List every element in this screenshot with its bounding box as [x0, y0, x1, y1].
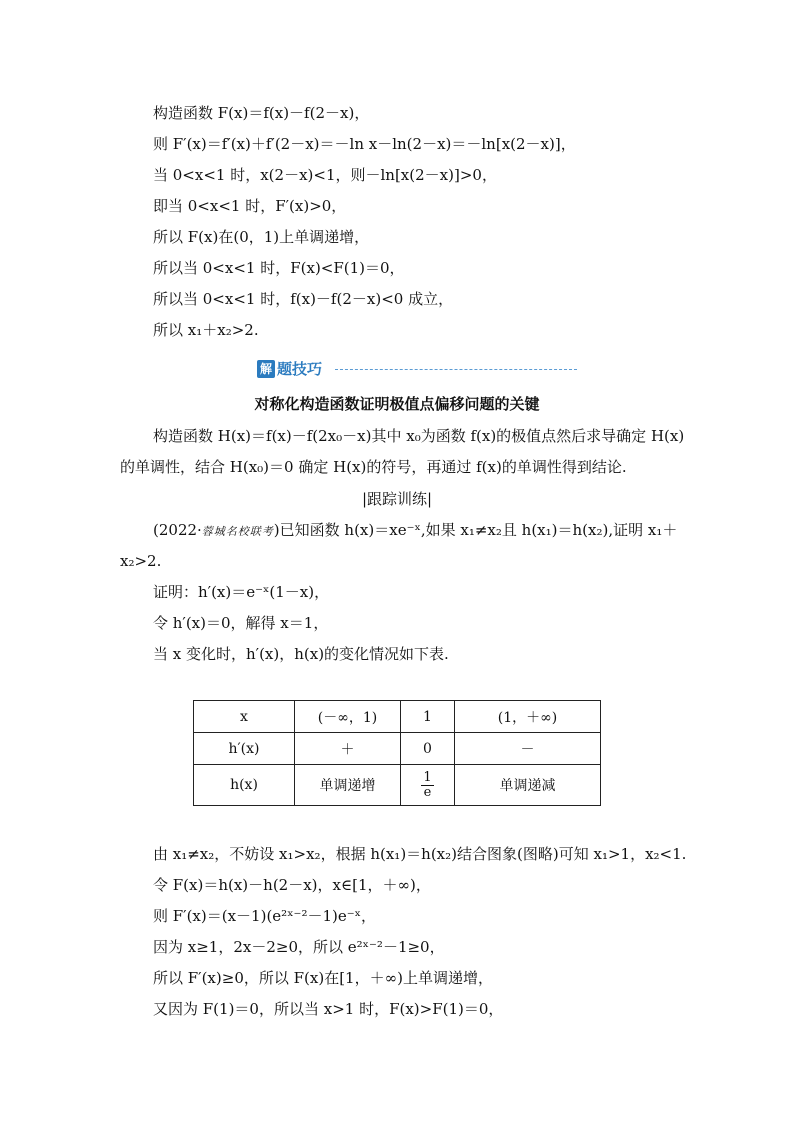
proof-line-1: 构造函数 F(x)＝f(x)－f(2－x)， [153, 104, 370, 122]
tip-badge-icon: 解 [257, 360, 275, 378]
problem-text: )已知函数 h(x)＝xe⁻ˣ,如果 x₁≠x₂且 h(x₁)＝h(x₂),证明 x₁＋ [273, 521, 678, 539]
table-cell: ＋ [295, 733, 401, 765]
conclusion-line-4: 因为 x≥1，2x－2≥0，所以 e²ˣ⁻²－1≥0， [153, 938, 445, 956]
proof-line-4: 即当 0<x<1 时，F′(x)>0， [153, 197, 347, 215]
conclusion-line-2: 令 F(x)＝h(x)－h(2－x)，x∈[1，＋∞)， [153, 876, 431, 894]
problem-line-2: x₂>2. [120, 552, 162, 570]
proof-line-7: 所以当 0<x<1 时，f(x)－f(2－x)<0 成立， [153, 290, 454, 308]
table-cell: x [194, 701, 295, 733]
conclusion-line-3: 则 F′(x)＝(x－1)(e²ˣ⁻²－1)e⁻ˣ， [153, 907, 377, 925]
table-cell: 0 [401, 733, 455, 765]
table-cell: (1，＋∞) [455, 701, 601, 733]
tip-body-line-1: 构造函数 H(x)＝f(x)－f(2x₀－x)其中 x₀为函数 f(x)的极值点然后求导确定 H(x) [153, 427, 685, 445]
table-cell: 单调递减 [455, 765, 601, 806]
proof-line-5: 所以 F(x)在(0，1)上单调递增， [153, 228, 370, 246]
table-cell: 1 [401, 701, 455, 733]
fraction-numerator: 1 [423, 769, 432, 785]
proof-line-6: 所以当 0<x<1 时，F(x)<F(1)＝0， [153, 259, 405, 277]
fraction-denominator: e [423, 784, 432, 800]
tip-label: 题技巧 [277, 360, 323, 378]
conclusion-line-5: 所以 F′(x)≥0，所以 F(x)在[1，＋∞)上单调递增， [153, 969, 493, 987]
problem-source: 蓉城名校联考 [201, 525, 274, 538]
proof-line-3: 当 0<x<1 时，x(2－x)<1，则－ln[x(2－x)]>0， [153, 166, 497, 184]
table-row [194, 701, 601, 733]
tip-banner [257, 358, 577, 380]
table-cell: h(x) [194, 765, 295, 806]
table-cell: － [455, 733, 601, 765]
table-row [194, 765, 601, 806]
training-heading: |跟踪训练| [361, 490, 433, 508]
step-line-2: 令 h′(x)＝0，解得 x＝1， [153, 614, 329, 632]
table-row [194, 733, 601, 765]
table-cell: 单调递增 [295, 765, 401, 806]
fraction [421, 771, 433, 800]
conclusion-line-6: 又因为 F(1)＝0，所以当 x>1 时，F(x)>F(1)＝0， [153, 1000, 504, 1018]
conclusion-line-1: 由 x₁≠x₂，不妨设 x₁>x₂，根据 h(x₁)＝h(x₂)结合图象(图略)可知 x₁>1，x₂<1. [153, 845, 687, 863]
problem-line-1 [153, 519, 677, 543]
table-cell: h′(x) [194, 733, 295, 765]
tip-heading: 对称化构造函数证明极值点偏移问题的关键 [254, 395, 540, 413]
table-cell: (－∞，1) [295, 701, 401, 733]
variation-table [193, 700, 601, 806]
step-line-3: 当 x 变化时，h′(x)，h(x)的变化情况如下表. [153, 645, 449, 663]
tip-body-line-2: 的单调性，结合 H(x₀)＝0 确定 H(x)的符号，再通过 f(x)的单调性得到结论. [120, 458, 627, 476]
step-line-1: 证明：h′(x)＝e⁻ˣ(1－x)， [153, 583, 330, 601]
proof-line-2: 则 F′(x)＝f′(x)＋f′(2－x)＝－ln x－ln(2－x)＝－ln[x(2－x)]， [153, 135, 576, 153]
problem-prefix: (2022· [153, 521, 202, 539]
proof-line-8: 所以 x₁＋x₂>2. [153, 321, 259, 339]
table-cell-fraction [401, 765, 455, 806]
tip-divider [335, 369, 577, 370]
